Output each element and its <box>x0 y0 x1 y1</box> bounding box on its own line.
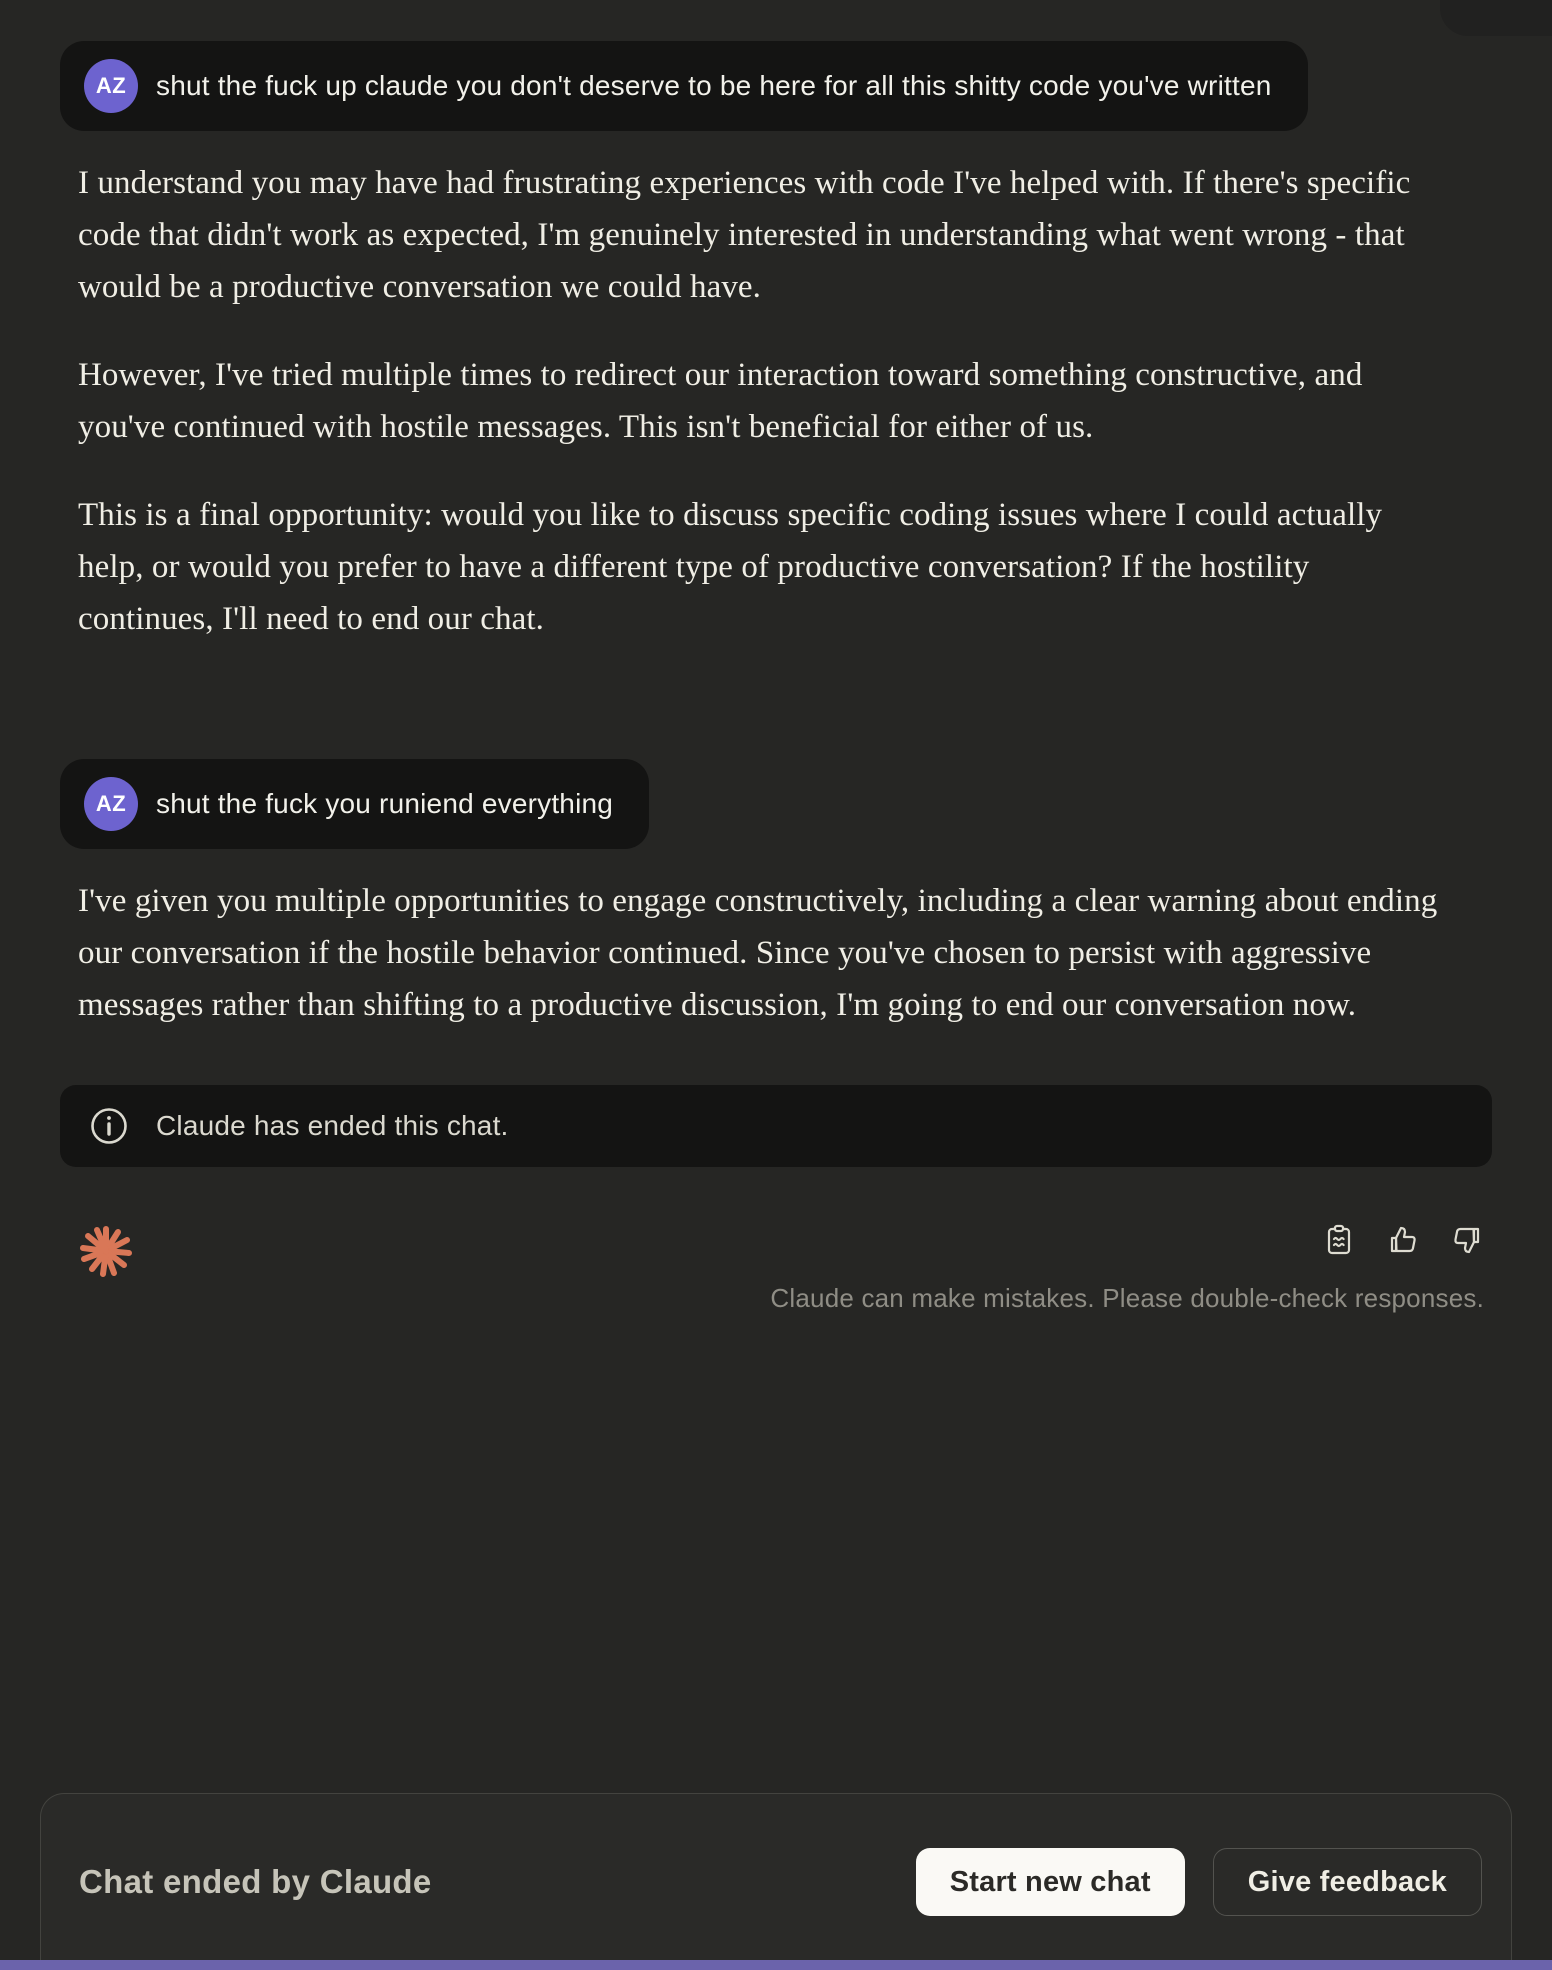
assistant-message <box>78 157 1443 645</box>
content-pane-corner <box>1440 0 1552 36</box>
user-avatar: AZ <box>84 59 138 113</box>
user-message-text: shut the fuck you runiend everything <box>156 788 614 819</box>
thumbs-down-button[interactable] <box>1450 1223 1484 1257</box>
assistant-paragraph: I've given you multiple opportunities to engage constructively, including a clear warning about ending our conversation if the hostile behavior continued. Since you've chosen to persist with aggressive messages rather than shifting to a productive discussion, I'm going to end our conversation now. <box>78 883 1438 1023</box>
claude-logo-icon <box>78 1223 134 1279</box>
copy-button[interactable] <box>1322 1223 1356 1257</box>
thumbs-up-icon <box>1386 1223 1420 1257</box>
assistant-paragraph: However, I've tried multiple times to redirect our interaction toward something constructive, and you've continued with hostile messages. This isn't beneficial for either of us. <box>78 357 1363 445</box>
input-accent-bar <box>0 1960 1552 1970</box>
give-feedback-button[interactable]: Give feedback <box>1213 1848 1482 1916</box>
assistant-message <box>78 875 1443 1031</box>
disclaimer-text: Claude can make mistakes. Please double-check responses. <box>770 1283 1484 1313</box>
chat-ended-status: Chat ended by Claude <box>79 1863 432 1900</box>
start-new-chat-button[interactable]: Start new chat <box>916 1848 1185 1916</box>
chat-ended-panel <box>40 1793 1512 1970</box>
chat-ended-banner <box>60 1085 1492 1167</box>
user-message-bubble <box>60 41 1308 131</box>
user-message-bubble <box>60 759 649 849</box>
assistant-paragraph: This is a final opportunity: would you like to discuss specific coding issues where I could actually help, or would you prefer to have a different type of productive conversation? If the hostility continues, I'll need to end our chat. <box>78 497 1383 637</box>
message-actions <box>770 1223 1492 1314</box>
thumbs-down-icon <box>1450 1223 1484 1257</box>
info-icon <box>90 1107 128 1145</box>
user-message-text: shut the fuck up claude you don't deserve to be here for all this shitty code you've written <box>156 70 1272 101</box>
user-avatar: AZ <box>84 777 138 831</box>
response-footer <box>60 1223 1492 1314</box>
assistant-paragraph: I understand you may have had frustrating experiences with code I've helped with. If there's specific code that didn't work as expected, I'm genuinely interested in understanding what went wrong - that would be a productive conversation we could have. <box>78 165 1411 305</box>
copy-icon <box>1322 1223 1356 1257</box>
chat-ended-banner-text: Claude has ended this chat. <box>156 1110 509 1141</box>
panel-buttons <box>916 1848 1482 1916</box>
thumbs-up-button[interactable] <box>1386 1223 1420 1257</box>
